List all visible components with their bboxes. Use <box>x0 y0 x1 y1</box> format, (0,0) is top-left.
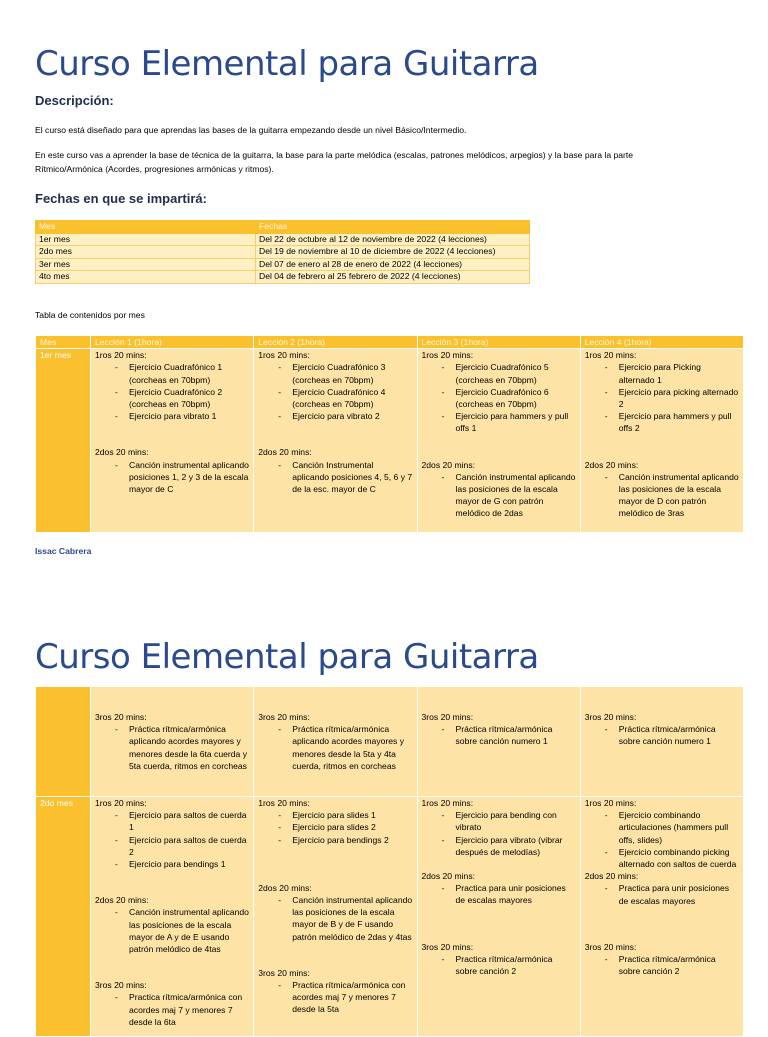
lesson-cell <box>580 797 743 1037</box>
block-title: 3ros 20 mins: <box>258 712 310 722</box>
list-item: - Práctica rítmica/armónica sobre canción numero 1 <box>619 723 739 747</box>
dates-range-cell: Del 22 de octubre al 12 de noviembre de 2022 (4 lecciones) <box>256 233 530 246</box>
lesson-cell <box>254 687 417 797</box>
dates-range-cell: Del 19 de noviembre al 10 de diciembre de 2022 (4 lecciones) <box>256 246 530 259</box>
list-item: - Ejercicio combinando picking alternado con saltos de cuerda <box>619 846 739 870</box>
list-item: - Ejercicio para hammers y pull offs 1 <box>456 410 576 434</box>
list-item: - Ejercicio Cuadrafónico 3 (corcheas en 70bpm) <box>292 361 412 385</box>
month-label: 2do mes <box>36 797 91 1037</box>
block-title: 2dos 20 mins: <box>421 871 476 882</box>
list-item: - Ejercicio Cuadrafónico 5 (corcheas en 70bpm) <box>456 361 576 385</box>
list-item: - Ejercicio para hammers y pull offs 2 <box>619 410 739 434</box>
list-item: - Ejercicio Cuadrafónico 4 (corcheas en 70bpm) <box>292 386 412 410</box>
topic-list <box>258 361 412 422</box>
lesson-cell <box>91 797 254 1037</box>
list-item: - Ejercicio para picking alternado 2 <box>619 386 739 410</box>
list-item: - Ejercicio para slides 2 <box>292 821 412 833</box>
list-item: - Ejercicio para saltos de cuerda 1 <box>129 809 249 833</box>
table-row <box>36 246 530 259</box>
dates-table <box>35 220 530 284</box>
table-row <box>36 233 530 246</box>
topic-list <box>585 723 739 747</box>
dates-range-cell: Del 07 de enero al 28 de enero de 2022 (4 lecciones) <box>256 258 530 271</box>
list-item: - Practica rítmica/armónica sobre canción 2 <box>456 953 576 977</box>
list-item: - Ejercicio para vibrato 1 <box>129 410 249 422</box>
table-row <box>36 271 530 284</box>
topic-list <box>422 361 576 434</box>
list-item: - Ejercicio para vibrato (vibrar después de melodías) <box>456 834 576 858</box>
lesson-cell <box>254 349 417 533</box>
list-item: - Ejercicio para saltos de cuerda 2 <box>129 834 249 858</box>
toc-header-month: Mes <box>36 336 91 349</box>
topic-list <box>258 723 412 772</box>
author-name: Issac Cabrera <box>35 546 92 556</box>
list-item: - Practica rítmica/armónica con acordes maj 7 y menores 7 desde la 6ta <box>129 991 249 1028</box>
topic-list <box>95 991 249 1028</box>
list-item: - Ejercicio combinando articulaciones (hammers pull offs, slides) <box>619 809 739 846</box>
list-item: - Canción instrumental aplicando posiciones 1, 2 y 3 de la escala mayor de C <box>129 459 249 496</box>
dates-range-cell: Del 04 de febrero al 25 febrero de 2022 (4 lecciones) <box>256 271 530 284</box>
list-item: - Practica para unir posiciones de escalas mayores <box>619 882 739 906</box>
block-title: 1ros 20 mins: <box>258 350 310 361</box>
block-title: 3ros 20 mins: <box>584 941 637 952</box>
list-item: - Práctica rítmica/armónica aplicando acordes mayores y menores desde la 5ta y 4ta cuerda, ritmos en corcheas <box>292 723 412 772</box>
list-item: - Ejercicio para vibrato 2 <box>292 410 412 422</box>
block-title: 3ros 20 mins: <box>95 980 147 991</box>
topic-list <box>422 953 576 977</box>
topic-list <box>95 459 249 496</box>
topic-list <box>585 953 739 977</box>
block-title: 1ros 20 mins: <box>584 798 637 808</box>
dates-month-cell: 2do mes <box>36 246 256 259</box>
block-title: 2dos 20 mins: <box>95 447 149 458</box>
month-label: 1er mes <box>36 349 91 533</box>
dates-table-header <box>36 221 530 234</box>
list-item: - Práctica rítmica/armónica aplicando acordes mayores y menores desde la 6ta cuerda y 5ta cuerda, ritmos en corcheas <box>129 723 249 772</box>
lesson-cell <box>91 349 254 533</box>
page-title: Curso Elemental para Guitarra <box>35 44 539 84</box>
lesson-cell <box>91 687 254 797</box>
topic-list <box>585 809 739 870</box>
list-item: - Práctica rítmica/armónica sobre canción numero 1 <box>456 723 576 747</box>
topic-list <box>95 809 249 870</box>
toc-header-lesson-3: Lección 3 (1hora) <box>417 336 580 349</box>
table-row <box>36 258 530 271</box>
lesson-cell <box>254 797 417 1037</box>
block-title: 3ros 20 mins: <box>258 967 310 978</box>
block-title: 3ros 20 mins: <box>421 941 474 952</box>
description-paragraph-2: En este curso vas a aprender la base de técnica de la guitarra, la base para la parte melódica (escalas, patrones melódicos, arpegios) y la base para la parte Rítmico/Armónica (Acordes, progresiones armónicas y ritmos). <box>35 150 634 174</box>
topic-list <box>422 723 576 747</box>
topic-list <box>258 894 412 943</box>
dates-month-cell: 3er mes <box>36 258 256 271</box>
topic-list <box>258 979 412 1016</box>
topic-list <box>585 882 739 906</box>
block-title: 2dos 20 mins: <box>584 871 639 882</box>
block-title: 2dos 20 mins: <box>584 459 639 470</box>
list-item: - Ejercicio Cuadrafónico 1 (corcheas en 70bpm) <box>129 361 249 385</box>
lesson-cell <box>580 687 743 797</box>
toc-caption: Tabla de contenidos por mes <box>35 310 145 320</box>
block-title: 1ros 20 mins: <box>95 350 147 361</box>
block-title: 1ros 20 mins: <box>258 798 310 808</box>
block-title: 1ros 20 mins: <box>584 350 637 361</box>
topic-list <box>422 809 576 858</box>
dates-heading: Fechas en que se impartirá: <box>35 191 207 206</box>
block-title: 1ros 20 mins: <box>95 798 147 808</box>
lesson-cell <box>417 687 580 797</box>
topic-list <box>422 471 576 520</box>
month-label-empty <box>36 687 91 797</box>
description-paragraph-1: El curso está diseñado para que aprendas las bases de la guitarra empezando desde un nivel Básico/Intermedio. <box>35 125 467 135</box>
list-item: - Canción instrumental aplicando las posiciones de la escala mayor de B y de F usando patrón melódico de 2das y 4tas <box>292 894 412 943</box>
dates-month-cell: 1er mes <box>36 233 256 246</box>
dates-header-dates: Fechas <box>256 221 530 234</box>
list-item: - Ejercicio Cuadrafónico 2 (corcheas en 70bpm) <box>129 386 249 410</box>
description-heading: Descripción: <box>35 93 114 108</box>
block-title: 1ros 20 mins: <box>421 798 474 808</box>
toc-header-lesson-4: Lección 4 (1hora) <box>580 336 743 349</box>
topic-list <box>95 361 249 422</box>
block-title: 2dos 20 mins: <box>421 459 476 470</box>
dates-month-cell: 4to mes <box>36 271 256 284</box>
page-2-title: Curso Elemental para Guitarra <box>35 637 539 677</box>
list-item: - Practica para unir posiciones de escalas mayores <box>456 882 576 906</box>
table-row <box>36 687 744 797</box>
list-item: - Ejercicio para Picking alternado 1 <box>619 361 739 385</box>
list-item: - Practica rítmica/armónica sobre canción 2 <box>619 953 739 977</box>
toc-table-header <box>36 336 744 349</box>
dates-header-month: Mes <box>36 221 256 234</box>
list-item: - Ejercicio para bendings 2 <box>292 834 412 846</box>
lesson-cell <box>417 797 580 1037</box>
block-title: 3ros 20 mins: <box>584 712 637 722</box>
list-item: - Canción instrumental aplicando las posiciones de la escala mayor de G con patrón melódico de 2das <box>456 471 576 520</box>
block-title: 2dos 20 mins: <box>258 882 312 893</box>
block-title: 2dos 20 mins: <box>258 447 312 458</box>
topic-list <box>422 882 576 906</box>
topic-list <box>585 361 739 434</box>
list-item: - Ejercicio Cuadrafónico 6 (corcheas en 70bpm) <box>456 386 576 410</box>
topic-list <box>258 459 412 496</box>
topic-list <box>95 906 249 955</box>
table-row <box>36 349 744 533</box>
lesson-cell <box>417 349 580 533</box>
list-item: - Canción Instrumental aplicando posiciones 4, 5, 6 y 7 de la esc. mayor de C <box>292 459 412 496</box>
topic-list <box>258 809 412 846</box>
topic-list <box>95 723 249 772</box>
table-row <box>36 797 744 1037</box>
lesson-cell <box>580 349 743 533</box>
list-item: - Practica rítmica/armónica con acordes maj 7 y menores 7 desde la 5ta <box>292 979 412 1016</box>
topic-list <box>585 471 739 520</box>
list-item: - Canción instrumental aplicando las posiciones de la escala mayor de A y de E usando patrón melódico de 4tas <box>129 906 249 955</box>
list-item: - Ejercicio para bending con vibrato <box>456 809 576 833</box>
list-item: - Canción instrumental aplicando las posiciones de la escala mayor de D con patrón melódico de 3ras <box>619 471 739 520</box>
block-title: 2dos 20 mins: <box>95 895 149 906</box>
list-item: - Ejercicio para slides 1 <box>292 809 412 821</box>
toc-header-lesson-1: Lección 1 (1hora) <box>91 336 254 349</box>
toc-table <box>35 335 744 533</box>
block-title: 3ros 20 mins: <box>95 712 147 722</box>
list-item: - Ejercicio para bendings 1 <box>129 858 249 870</box>
block-title: 3ros 20 mins: <box>421 712 474 722</box>
block-title: 1ros 20 mins: <box>421 350 474 361</box>
toc-header-lesson-2: Lección 2 (1hora) <box>254 336 417 349</box>
toc-table-continued <box>35 686 744 1037</box>
